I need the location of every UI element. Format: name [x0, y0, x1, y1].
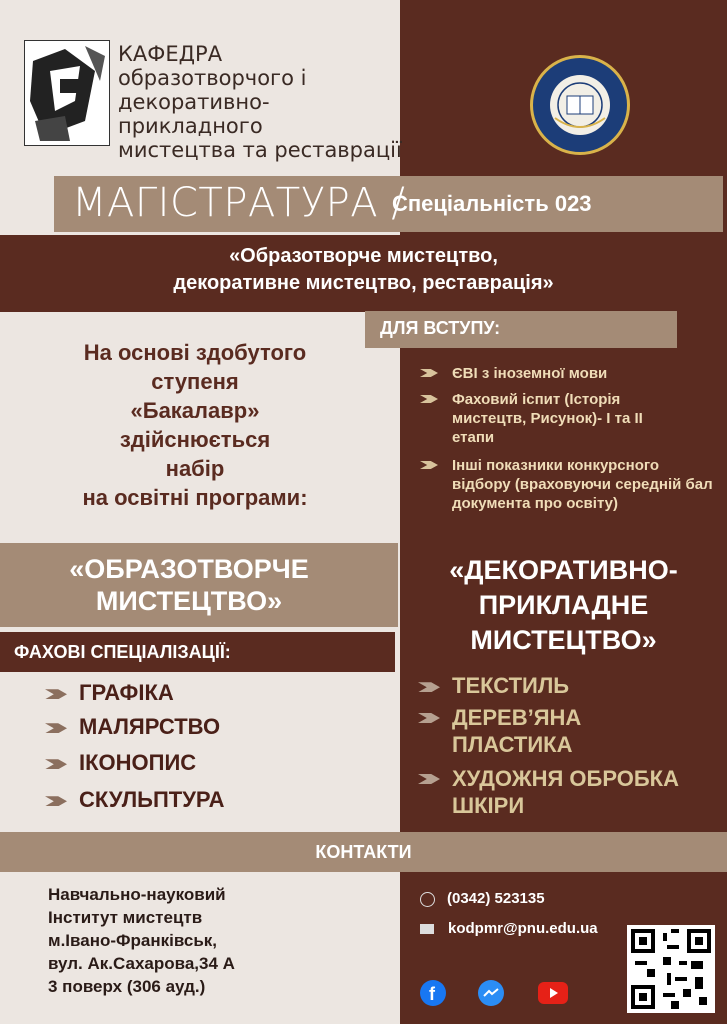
admission-label: ДЛЯ ВСТУПУ:: [380, 318, 501, 338]
program-decorative-arts: «ДЕКОРАТИВНО- ПРИКЛАДНЕ МИСТЕЦТВО»: [449, 555, 678, 655]
specialty-code: Спеціальність 023: [392, 191, 592, 216]
arrow-icon: [45, 796, 67, 806]
svg-text:f: f: [429, 984, 435, 1004]
specializations-label: ФАХОВІ СПЕЦІАЛІЗАЦІЇ:: [14, 642, 231, 662]
email-contact[interactable]: kodpmr@pnu.edu.ua: [420, 920, 598, 937]
program-title: [0, 243, 727, 297]
requirement-item: Інші показники конкурсного відбору (враховуючи середній бал документа про освіту): [420, 456, 720, 513]
program-line: «Образотворче мистецтво,: [229, 245, 498, 267]
basis-line: здійснюється: [119, 427, 271, 452]
arrow-icon: [45, 723, 67, 733]
phone-contact[interactable]: (0342) 523135: [420, 890, 545, 907]
program-line: декоративне мистецтво, реставрація»: [173, 272, 554, 294]
specialization-item: МАЛЯРСТВО: [45, 714, 220, 740]
degree-level: МАГІСТРАТУРА /: [72, 180, 406, 226]
department-name: [118, 42, 403, 162]
address: Навчально-науковий Інститут мистецтв м.Івано-Франківськ, вул. Ак.Сахарова,34 А 3 поверх (306 ауд.): [48, 885, 235, 996]
department-logo: [24, 40, 110, 146]
requirement-item: ЄВІ з іноземної мови: [420, 364, 720, 383]
specialization-item: ТЕКСТИЛЬ: [418, 672, 569, 699]
specialization-item: ДЕРЕВ’ЯНА ПЛАСТИКА: [418, 704, 668, 758]
basis-line: набір: [165, 456, 225, 481]
arrow-icon: [418, 682, 440, 692]
requirement-item: Фаховий іспит (Історія мистецтв, Рисунок)- І та ІІ етапи: [420, 390, 680, 447]
messenger-icon[interactable]: [478, 980, 504, 1006]
dept-line: мистецтва та реставрації: [118, 138, 402, 162]
specialization-item: СКУЛЬПТУРА: [45, 787, 225, 813]
basis-line: «Бакалавр»: [130, 398, 260, 423]
basis-line: На основі здобутого: [83, 340, 307, 365]
youtube-icon[interactable]: [538, 982, 568, 1004]
phone-icon: [420, 892, 435, 907]
dept-title: КАФЕДРА: [118, 42, 223, 66]
program-fine-arts: «ОБРАЗОТВОРЧЕ МИСТЕЦТВО»: [69, 554, 309, 616]
basis-text: [40, 338, 350, 512]
specialization-item: ГРАФІКА: [45, 680, 174, 706]
basis-line: ступеня: [151, 369, 239, 394]
contacts-label: КОНТАКТИ: [315, 842, 412, 862]
university-seal: [530, 55, 630, 155]
arrow-icon: [45, 759, 67, 769]
basis-line: на освітні програми:: [82, 485, 308, 510]
specialization-item: ІКОНОПИС: [45, 750, 196, 776]
facebook-icon[interactable]: [420, 980, 446, 1006]
specialization-item: ХУДОЖНЯ ОБРОБКА ШКІРИ: [418, 765, 718, 819]
arrow-icon: [45, 689, 67, 699]
dept-line: образотворчого і: [118, 66, 307, 90]
qr-code[interactable]: [627, 925, 715, 1013]
dept-line: декоративно-прикладного: [118, 90, 270, 138]
mail-icon: [420, 924, 434, 934]
